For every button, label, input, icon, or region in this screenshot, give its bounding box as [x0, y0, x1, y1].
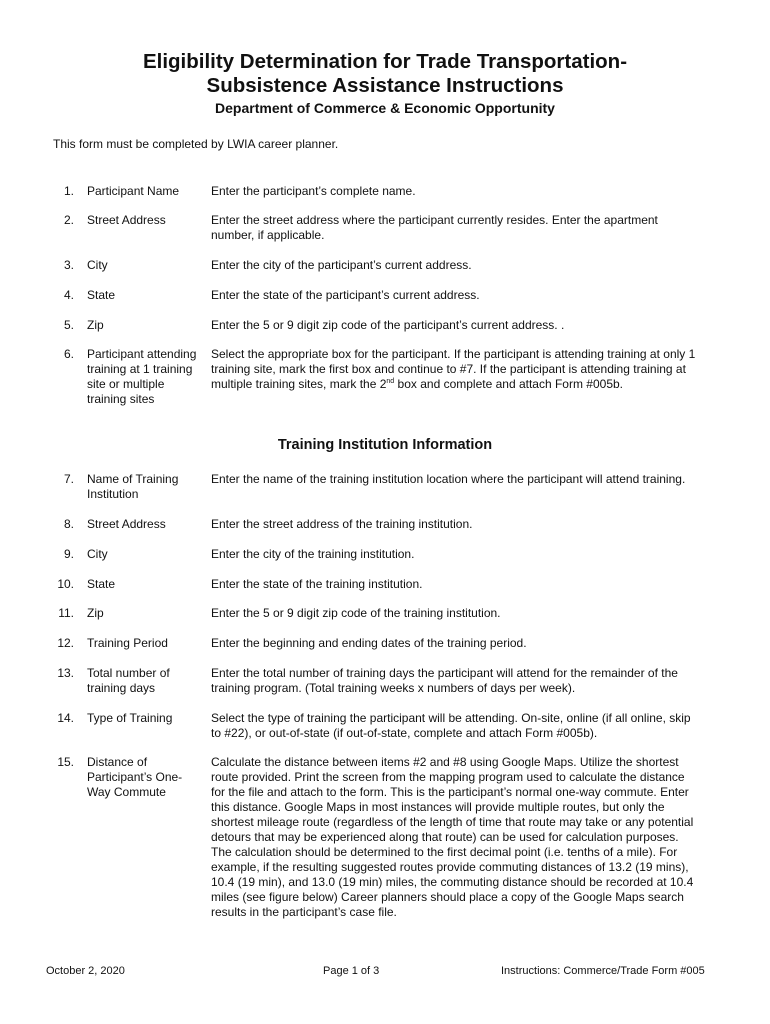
item-number: 7.: [63, 472, 74, 486]
item-description: Enter the state of the training institution.: [211, 577, 423, 591]
item-description: Enter the name of the training institution location where the participant will attend training.: [211, 472, 686, 486]
item-description: Select the type of training the participant will be attending. On-site, online (if all online, skip to #22), or out-of-state (if out-of-state, complete and attach Form #005b).: [211, 711, 691, 740]
title-line-1: Eligibility Determination for Trade Transportation-: [142, 50, 628, 73]
title-line-2: Subsistence Assistance Instructions: [206, 74, 564, 97]
item-number: 1.: [63, 184, 74, 198]
item-description: Calculate the distance between items #2 and #8 using Google Maps. Utilize the shortest route provided. Print the screen from the mapping program used to calculate the distance for the file and attach to the form. This is the participant’s normal one-way commute. Enter this distance. Google Maps in most instances will provide multiple routes, but only the shortest mileage route (regardless of the length of time that route may take or any potential detours that may be experienced along that route) can be used for calculation purposes. The calculation should be determined to the first decimal point (i.e. tenths of a mile). For example, if the resulting suggested routes provide commuting distances of 13.2 (19 mins), 10.4 (19 min), and 13.0 (19 min) miles, the commuting distance should be recorded at 10.4 miles (see figure below) Career planners should place a copy of the Google Maps search results in the participant’s case file.: [211, 755, 694, 919]
item-label: Training Period: [87, 636, 168, 650]
item-label: City: [87, 258, 108, 272]
item-number: 3.: [63, 258, 74, 272]
item-number: 12.: [57, 636, 74, 650]
item-label: Zip: [87, 318, 104, 332]
item-number: 10.: [57, 577, 74, 591]
item-label: Street Address: [87, 213, 166, 227]
footer-form-id: Instructions: Commerce/Trade Form #005: [501, 965, 705, 977]
item-number: 2.: [63, 213, 74, 227]
item-label: Street Address: [87, 517, 166, 531]
item-number: 14.: [57, 711, 74, 725]
item-description: Enter the participant’s complete name.: [211, 184, 416, 198]
item-label: State: [87, 577, 116, 591]
item-description: Enter the state of the participant’s current address.: [211, 288, 480, 302]
page-title: [0, 50, 770, 98]
item-description: Enter the 5 or 9 digit zip code of the training institution.: [211, 606, 501, 620]
item-number: 13.: [57, 666, 74, 680]
item-label: City: [87, 547, 108, 561]
item-label: Participant Name: [87, 184, 180, 198]
item-number: 11.: [58, 606, 74, 620]
item-label: Type of Training: [87, 711, 173, 725]
item-label: Zip: [87, 606, 104, 620]
item-description: Enter the street address of the training institution.: [211, 517, 473, 531]
footer-date: October 2, 2020: [46, 965, 125, 977]
intro-text: This form must be completed by LWIA career planner.: [53, 137, 339, 151]
item-label: Participant attending training at 1 training site or multiple training sites: [87, 347, 197, 406]
item-description: Enter the total number of training days the participant will attend for the remainder of the training program. (Total training weeks x numbers of days per week).: [211, 666, 678, 695]
item-description: Select the appropriate box for the participant. If the participant is attending training at only 1 training site, mark the first box and continue to #7. If the participant is attending training at multiple training sites, mark the 2nd box and complete and attach Form #005b.: [211, 347, 696, 391]
section-title: Training Institution Information: [277, 437, 493, 453]
footer-page-number: Page 1 of 3: [323, 965, 380, 977]
item-label: Name of Training Institution: [87, 472, 179, 501]
item-description: Enter the 5 or 9 digit zip code of the participant’s current address. .: [211, 318, 565, 332]
item-label: State: [87, 288, 116, 302]
item-number: 6.: [63, 347, 74, 361]
item-number: 4.: [63, 288, 74, 302]
item-description: Enter the beginning and ending dates of the training period.: [211, 636, 527, 650]
department-name: Department of Commerce & Economic Opportunity: [215, 100, 555, 116]
item-description: Enter the street address where the participant currently resides. Enter the apartment number, if applicable.: [211, 213, 658, 242]
item-number: 8.: [63, 517, 74, 531]
item-label: Distance of Participant’s One-Way Commute: [87, 755, 183, 799]
item-description: Enter the city of the participant’s current address.: [211, 258, 472, 272]
item-number: 9.: [63, 547, 74, 561]
item-number: 15.: [57, 755, 74, 769]
item-description: Enter the city of the training institution.: [211, 547, 415, 561]
item-number: 5.: [63, 318, 74, 332]
item-label: Total number of training days: [87, 666, 170, 695]
